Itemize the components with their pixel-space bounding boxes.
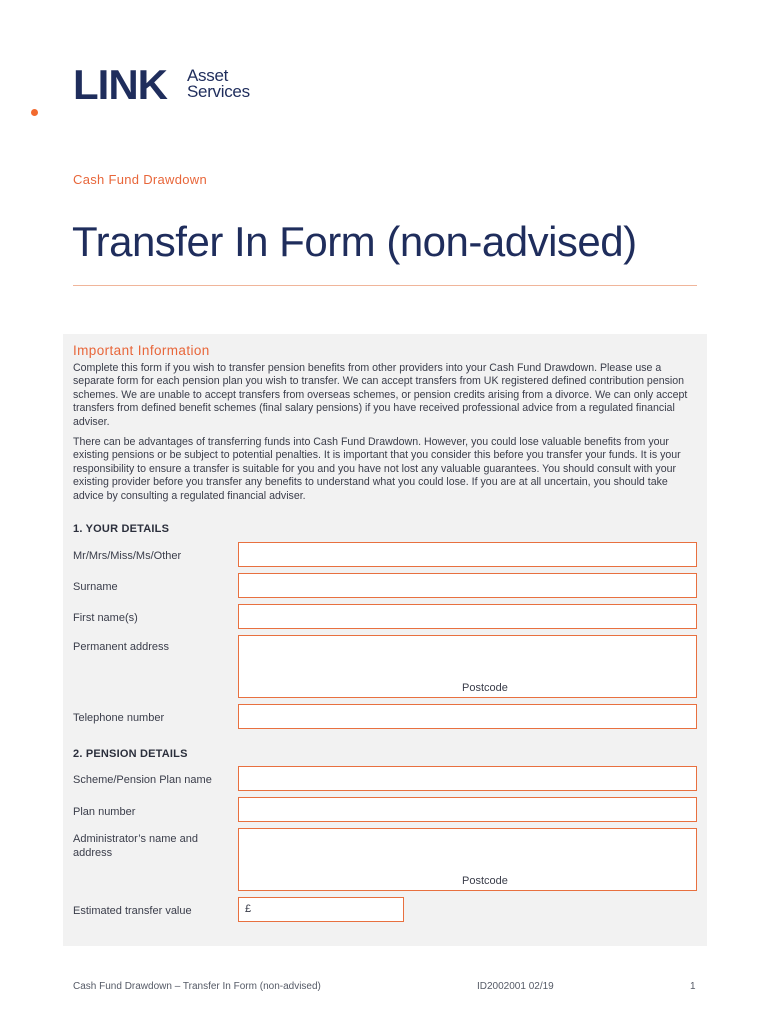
first-name-label: First name(s) [73, 612, 138, 624]
logo-subtitle: Asset Services [187, 66, 250, 101]
first-name-field[interactable] [238, 604, 697, 629]
scheme-name-label: Scheme/Pension Plan name [73, 774, 212, 786]
transfer-value-field[interactable] [238, 897, 404, 922]
telephone-field[interactable] [238, 704, 697, 729]
surname-field[interactable] [238, 573, 697, 598]
telephone-label: Telephone number [73, 712, 165, 724]
title-label: Mr/Mrs/Miss/Ms/Other [73, 550, 182, 562]
your-details-heading: 1. YOUR DETAILS [73, 523, 170, 535]
title-divider [73, 285, 697, 286]
title-field[interactable] [238, 542, 697, 567]
currency-symbol: £ [245, 903, 252, 915]
plan-number-label: Plan number [73, 806, 136, 818]
footer-document-id: ID2002001 02/19 [477, 981, 554, 992]
important-information-paragraph-2: There can be advantages of transferring funds into Cash Fund Drawdown. However, you could lose valuable benefits from your existing pensions or be subject to potential penalties. It is important that you consider this before you transfer your funds. It is your responsibility to ensure a transfer is suitable for you and you have not lost any valuable guarantees. You should consult with your existing provider before you transfer any benefits to understand what you could lose. If you are at all uncertain, you should take advice by consulting a regulated financial adviser. [73, 436, 681, 502]
administrator-label: Administrator’s name and address [73, 833, 198, 859]
plan-number-field[interactable] [238, 797, 697, 822]
address-postcode-label: Postcode [462, 682, 508, 694]
logo-wordmark: LINK [73, 61, 167, 108]
footer-page-number: 1 [690, 981, 696, 992]
transfer-value-label: Estimated transfer value [73, 905, 192, 917]
logo-dot [31, 109, 38, 116]
administrator-postcode-label: Postcode [462, 875, 508, 887]
important-information-heading: Important Information [73, 343, 210, 358]
pension-details-heading: 2. PENSION DETAILS [73, 748, 188, 760]
important-information-paragraph-1: Complete this form if you wish to transfer pension benefits from other providers into your Cash Fund Drawdown. Please use a separate form for each pension plan you wish to transfer. We can accept transfers from UK registered defined contribution pension schemes. We are unable to accept transfers from overseas schemes, or pension credits arising from a divorce. We can only accept transfers from defined benefit schemes (final salary pensions) if you have received professional advice from a regulated financial adviser. [73, 362, 688, 428]
page-title: Transfer In Form (non-advised) [72, 218, 637, 265]
product-name: Cash Fund Drawdown [73, 172, 208, 187]
permanent-address-label: Permanent address [73, 641, 169, 653]
surname-label: Surname [73, 581, 118, 593]
company-logo [73, 61, 273, 118]
scheme-name-field[interactable] [238, 766, 697, 791]
footer-document-title: Cash Fund Drawdown – Transfer In Form (non-advised) [73, 981, 321, 992]
